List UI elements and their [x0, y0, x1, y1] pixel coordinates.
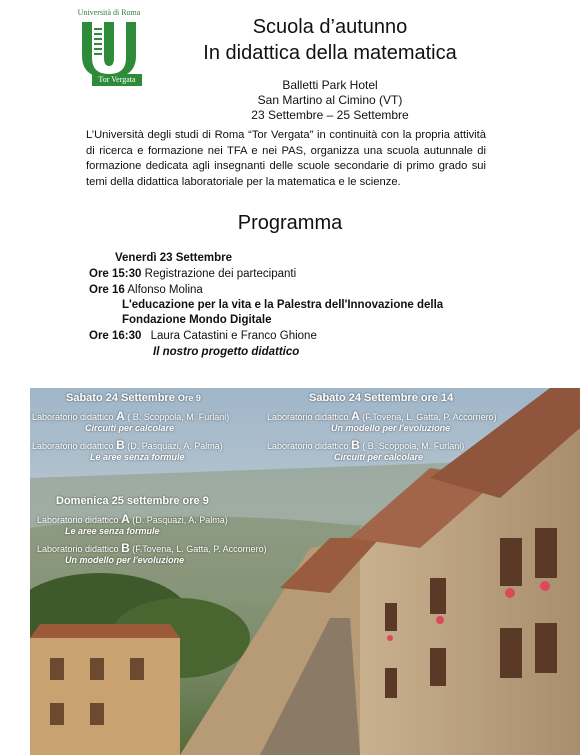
lab-title: Un modello per l'evoluzione: [65, 555, 185, 565]
lab-letter: A: [351, 409, 360, 423]
lab-label: Laboratorio didattico: [267, 441, 349, 451]
schedule-item: [89, 267, 296, 283]
lab-letter: B: [121, 541, 130, 555]
lab-heading-time: Ore 9: [177, 393, 201, 403]
lab-entry: [37, 512, 228, 526]
lab-letter: B: [351, 438, 360, 452]
lab-people: (D. Pasquazi, A. Palma): [132, 515, 228, 525]
lab-letter: A: [121, 512, 130, 526]
page-title-line2: In didattica della matematica: [203, 42, 457, 64]
intro-paragraph: L’Università degli studi di Roma “Tor Vergata” in continuità con la propria attività di ricerca e formazione nei TFA e nei PAS, organizza una scuola autunnale di formazione dedicata agli insegnanti delle scuole secondarie di primo grado sui temi della didattica laboratoriale per la matematica e le scienze.: [86, 129, 486, 188]
schedule-text: Registrazione dei partecipanti: [144, 268, 297, 280]
logo-shield-icon: [78, 20, 140, 80]
talk2-title: Il nostro progetto didattico: [153, 346, 300, 358]
schedule-text: Alfonso Molina: [127, 284, 203, 296]
lab-label: Laboratorio didattico: [37, 544, 119, 554]
lab-title: Le aree senza formule: [65, 526, 160, 536]
lab-people: ( B. Scoppola, M. Furlani): [362, 441, 465, 451]
schedule-item: [89, 329, 317, 345]
university-logo: [74, 8, 144, 88]
lab-heading-sunday: Domenica 25 settembre ore 9: [56, 495, 209, 507]
programma-heading: Programma: [237, 212, 343, 234]
lab-people: (F.Tovena, L. Gatta, P. Accornero): [362, 412, 497, 422]
lab-entry: [37, 541, 267, 555]
schedule-item: [89, 283, 203, 299]
lab-letter: A: [116, 409, 125, 423]
logo-university-text: Università di Roma: [77, 8, 141, 17]
town-photo: [30, 388, 580, 755]
lab-letter: B: [116, 438, 125, 452]
lab-entry: [267, 409, 497, 423]
schedule-text: Laura Catastini e Franco Ghione: [150, 330, 317, 342]
venue-name: Balletti Park Hotel: [282, 78, 378, 92]
lab-heading-sat-morning: [66, 392, 201, 404]
lab-title: Circuiti per calcolare: [334, 452, 424, 462]
lab-people: (F.Tovena, L. Gatta, P. Accornero): [132, 544, 267, 554]
lab-heading-sat-afternoon: Sabato 24 Settembre ore 14: [309, 392, 454, 404]
schedule-time: Ore 15:30: [89, 268, 142, 280]
lab-label: Laboratorio didattico: [37, 515, 119, 525]
schedule-day: Venerdì 23 Settembre: [115, 252, 232, 264]
lab-entry: [267, 438, 464, 452]
lab-people: (D. Pasquazi, A. Palma): [127, 441, 223, 451]
schedule-time: Ore 16:30: [89, 330, 142, 342]
page-title-line1: Scuola d’autunno: [252, 16, 408, 38]
lab-label: Laboratorio didattico: [267, 412, 349, 422]
logo-tor-vergata-text: Tor Vergata: [92, 74, 142, 86]
lab-heading-text: Sabato 24 Settembre: [66, 392, 175, 404]
talk-title-line2: Fondazione Mondo Digitale: [122, 314, 272, 326]
lab-label: Laboratorio didattico: [32, 412, 114, 422]
venue-place: San Martino al Cimino (VT): [257, 93, 403, 107]
lab-people: ( B. Scoppola, M. Furlani): [127, 412, 230, 422]
lab-entry: [32, 409, 229, 423]
talk-title-line1: L'educazione per la vita e la Palestra dell'Innovazione della: [122, 299, 444, 311]
lab-title: Le aree senza formule: [90, 452, 185, 462]
schedule-time: Ore 16: [89, 284, 125, 296]
lab-title: Circuiti per calcolare: [85, 423, 175, 433]
lab-entry: [32, 438, 223, 452]
event-dates: 23 Settembre – 25 Settembre: [251, 108, 409, 122]
lab-title: Un modello per l'evoluzione: [331, 423, 451, 433]
lab-label: Laboratorio didattico: [32, 441, 114, 451]
